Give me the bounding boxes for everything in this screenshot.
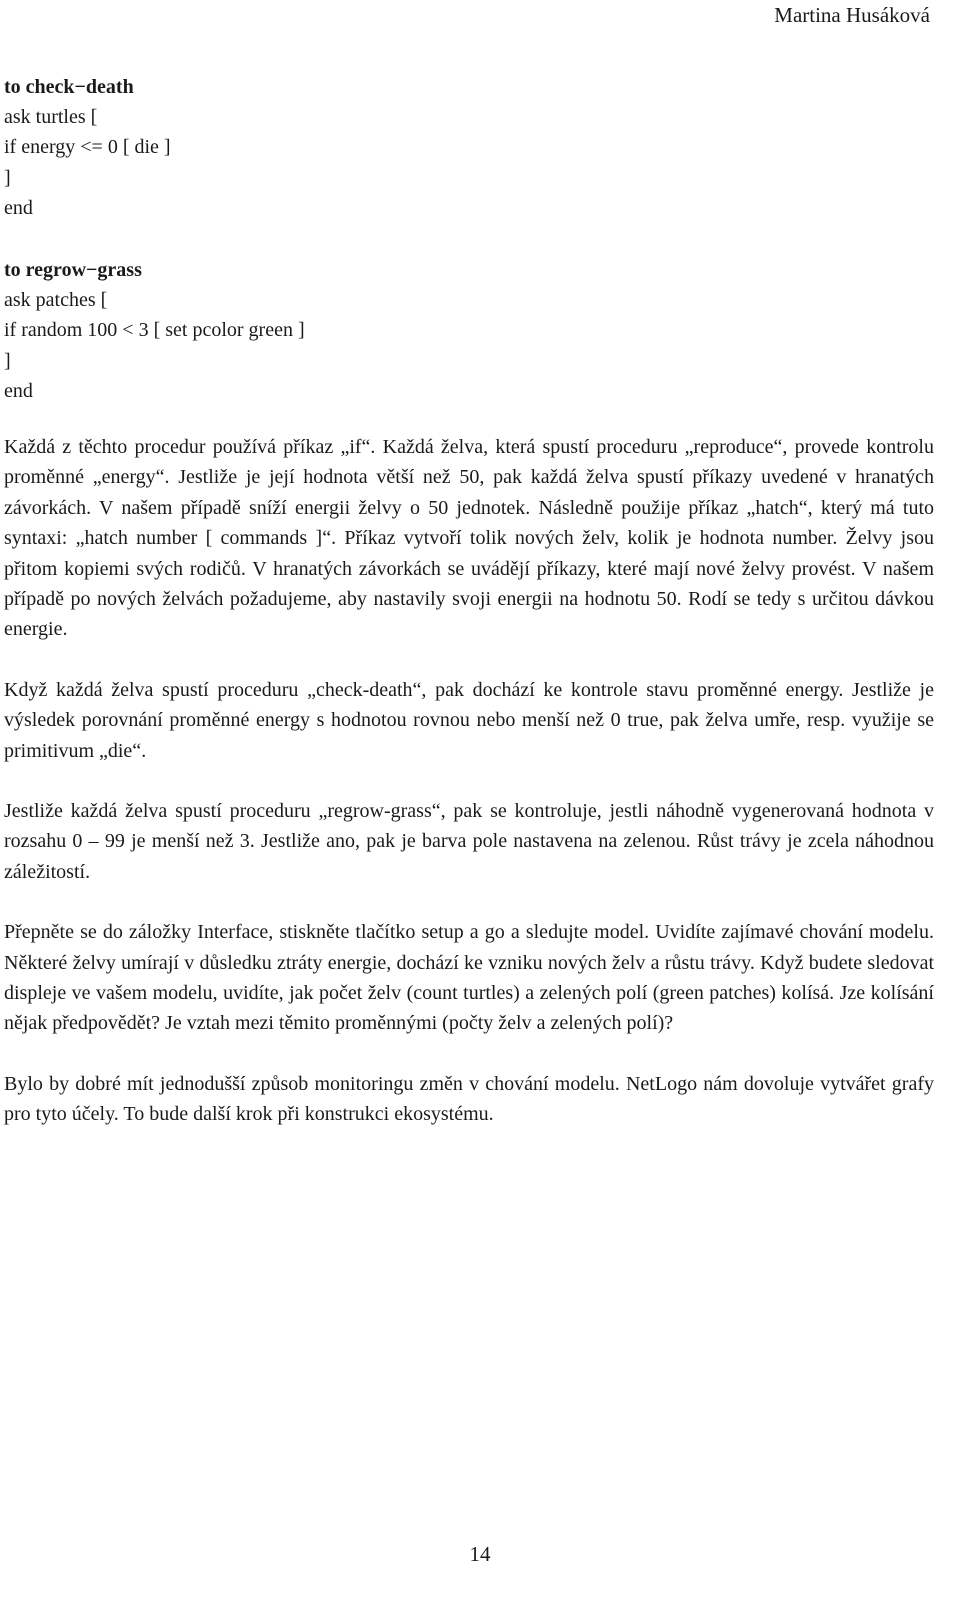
code-line: to check−death	[4, 76, 134, 98]
paragraph: Bylo by dobré mít jednodušší způsob monitoringu změn v chování modelu. NetLogo nám dovoluje vytvářet grafy pro tyto účely. To bude další krok při konstrukci ekosystému.	[4, 1072, 934, 1126]
code-line: to regrow−grass	[4, 258, 142, 281]
code-line: ask patches [	[4, 289, 108, 312]
paragraph: Když každá želva spustí proceduru „check-death“, pak dochází ke kontrole stavu proměnné energy. Jestliže je výsledek porovnání proměnné energy s hodnotou rovnou nebo menší než 0 true, pak želva umře, resp. využije se primitivum „die“.	[4, 678, 934, 762]
code-line: ask turtles [	[4, 106, 98, 129]
code-line: end	[4, 196, 33, 219]
paragraph: Přepněte se do záložky Interface, stiskněte tlačítko setup a go a sledujte model. Uvidíte zajímavé chování modelu. Některé želvy umírají v důsledku ztráty energie, dochází ke vzniku nových želv a růstu trávy. Když budete sledovat displeje ve vašem modelu, uvidíte, jak počet želv (count turtles) a zelených polí (green patches) kolísá. Jze kolísání nějak předpovědět? Je vztah mezi těmito proměnnými (počty želv a zelených polí)?	[4, 921, 934, 1035]
page-header-author: Martina Husáková	[774, 3, 930, 27]
paragraph: Jestliže každá želva spustí proceduru „regrow-grass“, pak se kontroluje, jestli náhodně vygenerovaná hodnota v rozsahu 0 – 99 je menší než 3. Jestliže ano, pak je barva pole nastavena na zelenou. Růst trávy je zcela náhodnou záležitostí.	[4, 799, 934, 883]
code-block-check-death	[4, 72, 934, 223]
code-line: ]	[4, 349, 11, 372]
code-line: end	[4, 379, 33, 402]
code-line: if random 100 < 3 [ set pcolor green ]	[4, 319, 305, 342]
code-line: if energy <= 0 [ die ]	[4, 136, 171, 159]
paragraph: Každá z těchto procedur používá příkaz „if“. Každá želva, která spustí proceduru „reproduce“, provede kontrolu proměnné „energy“. Jestliže je její hodnota větší než 50, pak každá želva spustí příkazy uvedené v hranatých závorkách. V našem případě sníží energii želvy o 50 jednotek. Následně použije příkaz „hatch“, který má tuto syntaxi: „hatch number [ commands ]“. Příkaz vytvoří tolik nových želv, kolik je hodnota number. Želvy jsou přitom kopiemi svých rodičů. V hranatých závorkách se uvádějí příkazy, které mají nové želvy provést. V našem případě po nových želvách požadujeme, aby nastavily svoji energii na hodnotu 50. Rodí se tedy s určitou dávkou energie.	[4, 435, 934, 641]
page-number: 14	[469, 1542, 491, 1566]
code-line: ]	[4, 166, 11, 189]
page-content	[4, 72, 934, 1160]
code-block-regrow-grass	[4, 255, 934, 406]
